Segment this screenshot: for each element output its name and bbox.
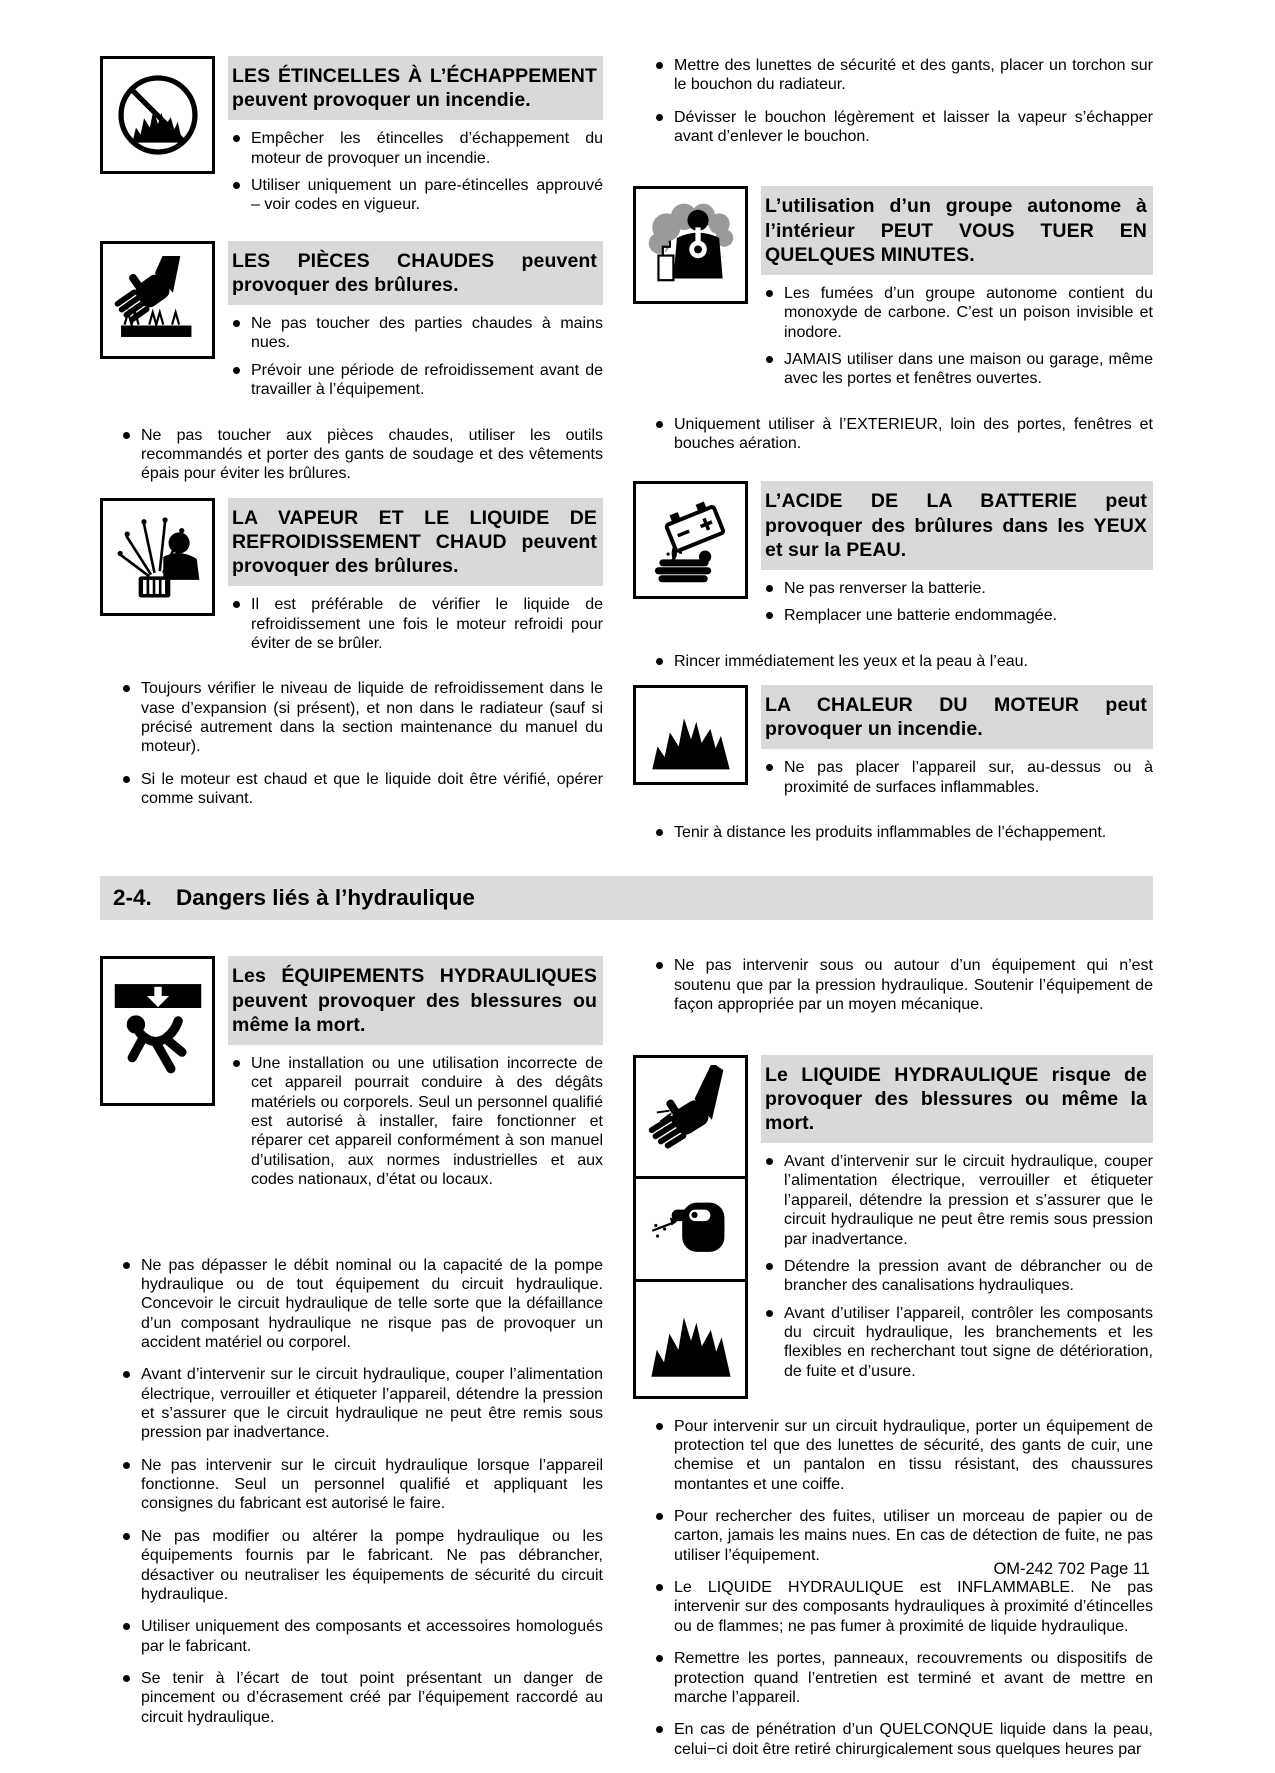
warning-title: L’utilisation d’un groupe autonome à l’intérieur PEUT VOUS TUER EN QUELQUES MINUTES. <box>761 186 1153 275</box>
safety-bullet: Uniquement utiliser à l’EXTERIEUR, loin des portes, fenêtres et bouches aération. <box>651 415 1153 454</box>
warning-bullet: Prévoir une période de refroidissement avant de travailler à l’équipement. <box>228 361 603 400</box>
safety-bullet: Rincer immédiatement les yeux et la peau à l’eau. <box>651 652 1153 671</box>
fire-icon-box <box>633 1279 748 1399</box>
bottom-columns <box>100 956 1153 1772</box>
safety-bullet: Pour rechercher des fuites, utiliser un morceau de papier ou de carton, jamais les mains nues. En cas de détection de fuite, ne pas utiliser l’équipement. <box>651 1507 1153 1565</box>
safety-bullet: Se tenir à l’écart de tout point présentant un danger de pincement ou d’écrasement créé par l’équipement raccordé au circuit hydraulique. <box>118 1669 603 1727</box>
safety-goggles-icon-box <box>633 1176 748 1282</box>
warning-exhaust-sparks <box>100 56 603 223</box>
safety-bullet: Ne pas intervenir sur le circuit hydraulique lorsque l’appareil fonctionne. Seul un personnel qualifié et appliquant les consignes du fabricant est autorisé le faire. <box>118 1456 603 1514</box>
loose-bullets <box>651 652 1153 671</box>
warning-title: LA CHALEUR DU MOTEUR peut provoquer un incendie. <box>761 685 1153 749</box>
loose-bullets <box>118 1256 603 1728</box>
safety-bullet: En cas de pénétration d’un QUELCONQUE liquide dans la peau, celui−ci doit être retiré chirurgicalement sous quelques heures par <box>651 1720 1153 1759</box>
warning-title: L’ACIDE DE LA BATTERIE peut provoquer des brûlures dans les YEUX et sur la PEAU. <box>761 481 1153 570</box>
warning-bullet: Il est préférable de vérifier le liquide de refroidissement une fois le moteur refroidi pour éviter de se brûler. <box>228 595 603 653</box>
loose-bullets <box>651 823 1153 842</box>
fire-icon <box>646 1291 736 1387</box>
steam-burst-icon <box>114 513 202 601</box>
warning-title: Le LIQUIDE HYDRAULIQUE risque de provoquer des blessures ou même la mort. <box>761 1055 1153 1144</box>
falling-equipment-crush-icon <box>112 971 204 1091</box>
warning-bullet: Avant d’utiliser l’appareil, contrôler les composants du circuit hydraulique, les branchements et les flexibles en recherchant tout signe de détérioration, de fuite et d’usure. <box>761 1304 1153 1381</box>
battery-acid-icon-box <box>633 481 748 599</box>
warning-bullet: Ne pas renverser la batterie. <box>761 579 1153 598</box>
battery-acid-icon <box>647 496 735 584</box>
warning-bullet: JAMAIS utiliser dans une maison ou garage, même avec les portes et fenêtres ouvertes. <box>761 350 1153 389</box>
safety-bullet: Ne pas modifier ou altérer la pompe hydraulique ou les équipements fournis par le fabricant. Ne pas débrancher, désactiver ou neutraliser les équipements de sécurité du circuit hydraulique. <box>118 1527 603 1604</box>
left-column-bottom <box>100 956 603 1741</box>
warning-bullet: Utiliser uniquement un pare-étincelles approuvé – voir codes en vigueur. <box>228 176 603 215</box>
engine-heat-icon-box <box>633 685 748 785</box>
warning-engine-heat <box>633 685 1153 805</box>
fire-icon <box>647 697 735 773</box>
safety-bullet: Le LIQUIDE HYDRAULIQUE est INFLAMMABLE. Ne pas intervenir sur des composants hydrauliques à proximité d’étincelles ou de flammes; ne pas fumer à proximité de liquide hydraulique. <box>651 1578 1153 1636</box>
warning-bullet: Empêcher les étincelles d’échappement du moteur de provoquer un incendie. <box>228 129 603 168</box>
warning-bullet: Ne pas placer l’appareil sur, au-dessus ou à proximité de surfaces inflammables. <box>761 758 1153 797</box>
top-columns <box>100 56 1153 856</box>
safety-bullet: Si le moteur est chaud et que le liquide doit être vérifié, opérer comme suivant. <box>118 770 603 809</box>
safety-goggles-icon <box>646 1185 736 1273</box>
loose-bullets <box>651 1417 1153 1759</box>
fluid-injection-hand-icon <box>646 1065 736 1169</box>
warning-steam-coolant <box>100 498 603 662</box>
safety-bullet: Pour intervenir sur un circuit hydraulique, porter un équipement de protection tel que des lunettes de sécurité, des gants de cuir, une chemise et un pantalon en tissu résistant, des chaussures montantes et une coiffe. <box>651 1417 1153 1494</box>
right-column-bottom <box>633 956 1153 1772</box>
warning-title: LES ÉTINCELLES À L’ÉCHAPPEMENT peuvent provoquer un incendie. <box>228 56 603 120</box>
warning-bullet: Ne pas toucher des parties chaudes à mains nues. <box>228 314 603 353</box>
warning-bullet: Remplacer une batterie endommagée. <box>761 606 1153 625</box>
hot-parts-icon-box <box>100 241 215 359</box>
section-heading <box>100 876 1153 920</box>
loose-bullets <box>651 56 1153 146</box>
warning-battery-acid <box>633 481 1153 633</box>
loose-bullets <box>118 426 603 484</box>
warning-title: LA VAPEUR ET LE LIQUIDE DE REFROIDISSEMENT CHAUD peuvent provoquer des brûlures. <box>228 498 603 587</box>
warning-title: Les ÉQUIPEMENTS HYDRAULIQUES peuvent provoquer des blessures ou même la mort. <box>228 956 603 1045</box>
carbon-monoxide-person-icon <box>647 201 735 289</box>
exhaust-fumes-icon-box <box>633 186 748 304</box>
safety-bullet: Toujours vérifier le niveau de liquide de refroidissement dans le vase d’expansion (si présent), et non dans le radiateur (sauf si précisé autrement dans la section maintenance du manuel du moteur). <box>118 679 603 756</box>
warning-hydraulic-equipment <box>100 956 603 1197</box>
steam-burst-icon-box <box>100 498 215 616</box>
loose-bullets <box>651 415 1153 454</box>
loose-bullets <box>651 956 1153 1014</box>
section-title: Dangers liés à l’hydraulique <box>176 885 475 911</box>
loose-bullets <box>118 679 603 808</box>
safety-bullet: Dévisser le bouchon légèrement et laisser la vapeur s’échapper avant d’enlever le bouchon. <box>651 108 1153 147</box>
warning-hot-parts <box>100 241 603 408</box>
no-sparks-icon-box <box>100 56 215 174</box>
warning-bullet: Détendre la pression avant de débrancher ou de brancher des canalisations hydrauliques. <box>761 1257 1153 1296</box>
safety-bullet: Remettre les portes, panneaux, recouvrements ou dispositifs de protection quand l’entretien est terminé et avant de mettre en marche l’appareil. <box>651 1649 1153 1707</box>
fluid-injection-icon-box <box>633 1055 748 1179</box>
safety-bullet: Mettre des lunettes de sécurité et des gants, placer un torchon sur le bouchon du radiateur. <box>651 56 1153 95</box>
hot-surface-hand-icon <box>114 256 202 344</box>
crush-hazard-icon-box <box>100 956 215 1106</box>
safety-bullet: Ne pas intervenir sous ou autour d’un équipement qui n’est soutenu que par la pression hydraulique. Soutenir l’équipement de façon appropriée par un moyen mécanique. <box>651 956 1153 1014</box>
warning-hydraulic-fluid <box>633 1055 1153 1399</box>
safety-bullet: Avant d’intervenir sur le circuit hydraulique, couper l’alimentation électrique, verrouiller et étiqueter l’appareil, détendre la pression et s’assurer que le circuit hydraulique ne peut être remis sous pression par inadvertance. <box>118 1365 603 1442</box>
warning-engine-exhaust-fumes <box>633 186 1153 396</box>
safety-bullet: Utiliser uniquement des composants et accessoires homologués par le fabricant. <box>118 1617 603 1656</box>
safety-bullet: Tenir à distance les produits inflammables de l’échappement. <box>651 823 1153 842</box>
safety-bullet: Ne pas dépasser le débit nominal ou la capacité de la pompe hydraulique ou de tout équipement du circuit hydraulique. Concevoir le circuit hydraulique de telle sorte que la défaillance d’un composant hydraulique ne risque pas de provoquer un accident matériel ou corporel. <box>118 1256 603 1353</box>
warning-bullet: Les fumées d’un groupe autonome contient du monoxyde de carbone. C’est un poison invisible et inodore. <box>761 284 1153 342</box>
page-footer: OM-242 702 Page 11 <box>993 1560 1150 1578</box>
safety-bullet: Ne pas toucher aux pièces chaudes, utiliser les outils recommandés et porter des gants de soudage et des vêtements épais pour éviter les brûlures. <box>118 426 603 484</box>
left-column-top <box>100 56 603 822</box>
warning-title: LES PIÈCES CHAUDES peuvent provoquer des brûlures. <box>228 241 603 305</box>
warning-bullet: Une installation ou une utilisation incorrecte de cet appareil pourrait conduire à des dégâts matériels ou corporels. Seul un personnel qualifié est autorisé à installer, faire fonctionner et réparer cet appareil conformément à son manuel d’utilisation, aux normes industrielles et aux codes nationaux, d’état ou locaux. <box>228 1054 603 1190</box>
right-column-top <box>633 56 1153 856</box>
warning-bullet: Avant d’intervenir sur le circuit hydraulique, couper l’alimentation électrique, verrouiller et étiqueter l’appareil, détendre la pression et s’assurer que le circuit hydraulique ne peut être remis sous pression par inadvertance. <box>761 1152 1153 1249</box>
section-number: 2-4. <box>113 885 152 911</box>
no-fire-icon <box>114 71 202 159</box>
